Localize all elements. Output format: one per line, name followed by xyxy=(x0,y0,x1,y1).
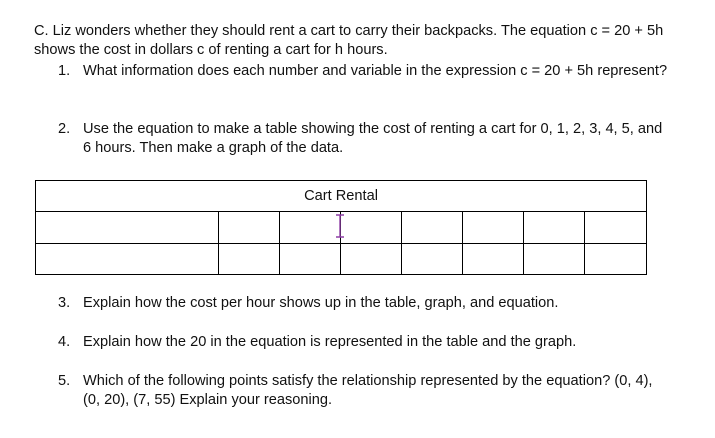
table-cell[interactable] xyxy=(36,243,219,274)
question-text: Explain how the cost per hour shows up in the table, graph, and equation. xyxy=(83,295,559,311)
question-number: 5. xyxy=(58,373,71,389)
question-number: 4. xyxy=(58,334,71,350)
intro-paragraph: C. Liz wonders whether they should rent a cart to carry their backpacks. The equation c = 20 + 5h shows the cost in dollars c of renting a cart for h hours. xyxy=(34,23,664,58)
question-number: 1. xyxy=(58,63,71,79)
question-text: Use the equation to make a table showing the cost of renting a cart for 0, 1, 2, 3, 4, 5, and 6 hours. Then make a graph of the data. xyxy=(83,121,663,156)
question-1 xyxy=(58,62,673,81)
table-cell[interactable] xyxy=(341,212,402,243)
table-cell[interactable] xyxy=(219,212,280,243)
table-title: Cart Rental xyxy=(36,181,647,212)
table-cell[interactable] xyxy=(402,243,463,274)
question-2 xyxy=(58,120,673,158)
table-cell[interactable] xyxy=(280,243,341,274)
question-number: 2. xyxy=(58,121,71,137)
question-text: What information does each number and variable in the expression c = 20 + 5h represent? xyxy=(83,63,668,79)
table-row xyxy=(36,212,647,243)
table-cell[interactable] xyxy=(280,212,341,243)
table-cell[interactable] xyxy=(585,243,647,274)
question-text: Which of the following points satisfy the relationship represented by the equation? (0, 4), (0, 20), (7, 55) Explain your reasoning. xyxy=(83,373,653,408)
table-cell[interactable] xyxy=(524,243,585,274)
table-row xyxy=(36,243,647,274)
table-cell[interactable] xyxy=(36,212,219,243)
question-text: Explain how the 20 in the equation is represented in the table and the graph. xyxy=(83,334,577,350)
table-cell[interactable] xyxy=(463,212,524,243)
question-number: 3. xyxy=(58,295,71,311)
cart-rental-table xyxy=(35,180,647,275)
table-cell[interactable] xyxy=(341,243,402,274)
table-cell[interactable] xyxy=(524,212,585,243)
table-cell[interactable] xyxy=(402,212,463,243)
question-4 xyxy=(58,333,673,352)
table-cell[interactable] xyxy=(463,243,524,274)
table-cell[interactable] xyxy=(585,212,647,243)
question-5 xyxy=(58,372,673,410)
question-3 xyxy=(58,294,673,313)
table-cell[interactable] xyxy=(219,243,280,274)
text-cursor-icon xyxy=(335,214,345,238)
